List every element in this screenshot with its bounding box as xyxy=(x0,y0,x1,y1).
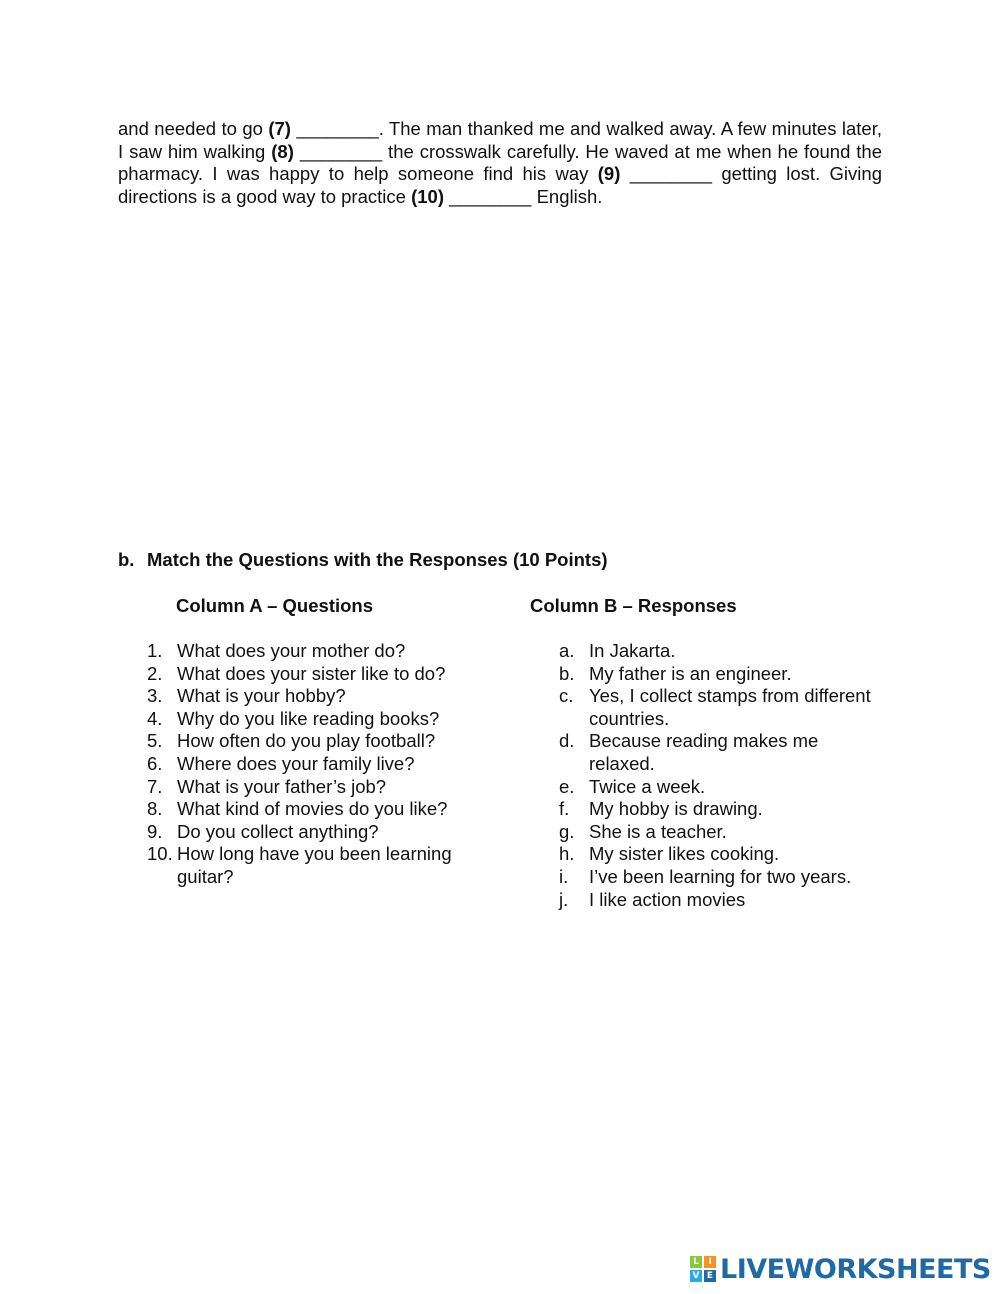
response-item xyxy=(559,730,889,775)
question-text: What is your hobby? xyxy=(177,685,346,707)
question-number: 1. xyxy=(147,640,163,661)
response-text: In Jakarta. xyxy=(589,640,676,661)
question-number: 3. xyxy=(147,685,163,707)
fill-in-paragraph xyxy=(118,118,882,208)
response-text: Twice a week. xyxy=(589,775,706,797)
question-number: 6. xyxy=(147,752,163,774)
paragraph-text: ________ English. xyxy=(443,185,603,207)
question-item xyxy=(147,663,477,686)
logo-text: LIVEWORKSHEETS xyxy=(720,1253,991,1285)
response-letter: d. xyxy=(559,730,575,752)
paragraph-text: ________ getting lost. Giving directions is a good way to practice xyxy=(118,163,882,207)
liveworksheets-logo xyxy=(690,1252,991,1286)
column-b-heading: Column B – Responses xyxy=(530,595,737,616)
response-item xyxy=(559,821,889,844)
response-letter: a. xyxy=(559,640,575,661)
response-text: My sister likes cooking. xyxy=(589,843,780,865)
response-item xyxy=(559,798,889,821)
paragraph-text: and needed to go xyxy=(118,118,269,139)
question-item xyxy=(147,843,477,888)
question-item xyxy=(147,776,477,799)
response-item xyxy=(559,843,889,866)
response-item xyxy=(559,866,889,889)
question-number: 4. xyxy=(147,707,163,729)
question-item xyxy=(147,730,477,753)
questions-list xyxy=(147,640,477,889)
column-a-heading: Column A – Questions xyxy=(176,595,374,616)
question-text: Where does your family live? xyxy=(177,752,415,774)
response-text: Because reading makes me relaxed. xyxy=(589,730,819,774)
question-text: What does your sister like to do? xyxy=(177,662,446,684)
question-text: How long have you been learning guitar? xyxy=(177,843,452,887)
response-letter: g. xyxy=(559,820,575,842)
response-item xyxy=(559,640,889,663)
question-number: 9. xyxy=(147,820,163,842)
response-item xyxy=(559,889,889,912)
paragraph-text: ________ the crosswalk carefully. He waved at me when he found the pharmacy. I was happy to help someone find his way xyxy=(118,140,882,185)
logo-blocks-icon xyxy=(690,1256,716,1282)
question-number: 7. xyxy=(147,775,163,797)
blank-number: (9) xyxy=(597,163,621,185)
question-text: What does your mother do? xyxy=(177,640,406,661)
question-item xyxy=(147,708,477,731)
response-text: My hobby is drawing. xyxy=(589,798,763,820)
blank-number: (8) xyxy=(271,140,294,162)
blank-number: (7) xyxy=(268,118,291,139)
response-item xyxy=(559,663,889,686)
question-item xyxy=(147,798,477,821)
response-text: Yes, I collect stamps from different countries. xyxy=(589,685,871,729)
response-item xyxy=(559,776,889,799)
response-letter: e. xyxy=(559,775,575,797)
section-letter: b. xyxy=(118,549,135,570)
responses-list xyxy=(559,640,889,911)
logo-block: I xyxy=(704,1256,716,1268)
response-letter: i. xyxy=(559,865,569,887)
response-text: I like action movies xyxy=(589,888,746,910)
question-text: Why do you like reading books? xyxy=(177,707,440,729)
question-item xyxy=(147,640,477,663)
logo-block: L xyxy=(690,1256,702,1268)
question-text: What is your father’s job? xyxy=(177,775,387,797)
question-number: 8. xyxy=(147,798,163,820)
section-title-text: Match the Questions with the Responses (10 Points) xyxy=(147,549,608,570)
response-text: She is a teacher. xyxy=(589,820,727,842)
logo-block: E xyxy=(704,1270,716,1282)
question-text: Do you collect anything? xyxy=(177,820,379,842)
response-letter: c. xyxy=(559,685,574,707)
question-text: What kind of movies do you like? xyxy=(177,798,448,820)
response-letter: h. xyxy=(559,843,575,865)
response-letter: j. xyxy=(559,888,569,910)
question-item xyxy=(147,685,477,708)
question-item xyxy=(147,821,477,844)
question-number: 5. xyxy=(147,730,163,752)
logo-block: V xyxy=(690,1270,702,1282)
response-text: I’ve been learning for two years. xyxy=(589,865,852,887)
question-item xyxy=(147,753,477,776)
question-number: 10. xyxy=(147,843,173,865)
response-text: My father is an engineer. xyxy=(589,662,792,684)
response-letter: b. xyxy=(559,662,575,684)
section-b-title xyxy=(118,549,608,571)
response-letter: f. xyxy=(559,798,570,820)
paragraph-text: ________. The man thanked me and walked away. A few minutes later, I saw him walking xyxy=(118,118,882,162)
response-item xyxy=(559,685,889,730)
question-number: 2. xyxy=(147,662,163,684)
question-text: How often do you play football? xyxy=(177,730,436,752)
blank-number: (10) xyxy=(411,185,444,207)
